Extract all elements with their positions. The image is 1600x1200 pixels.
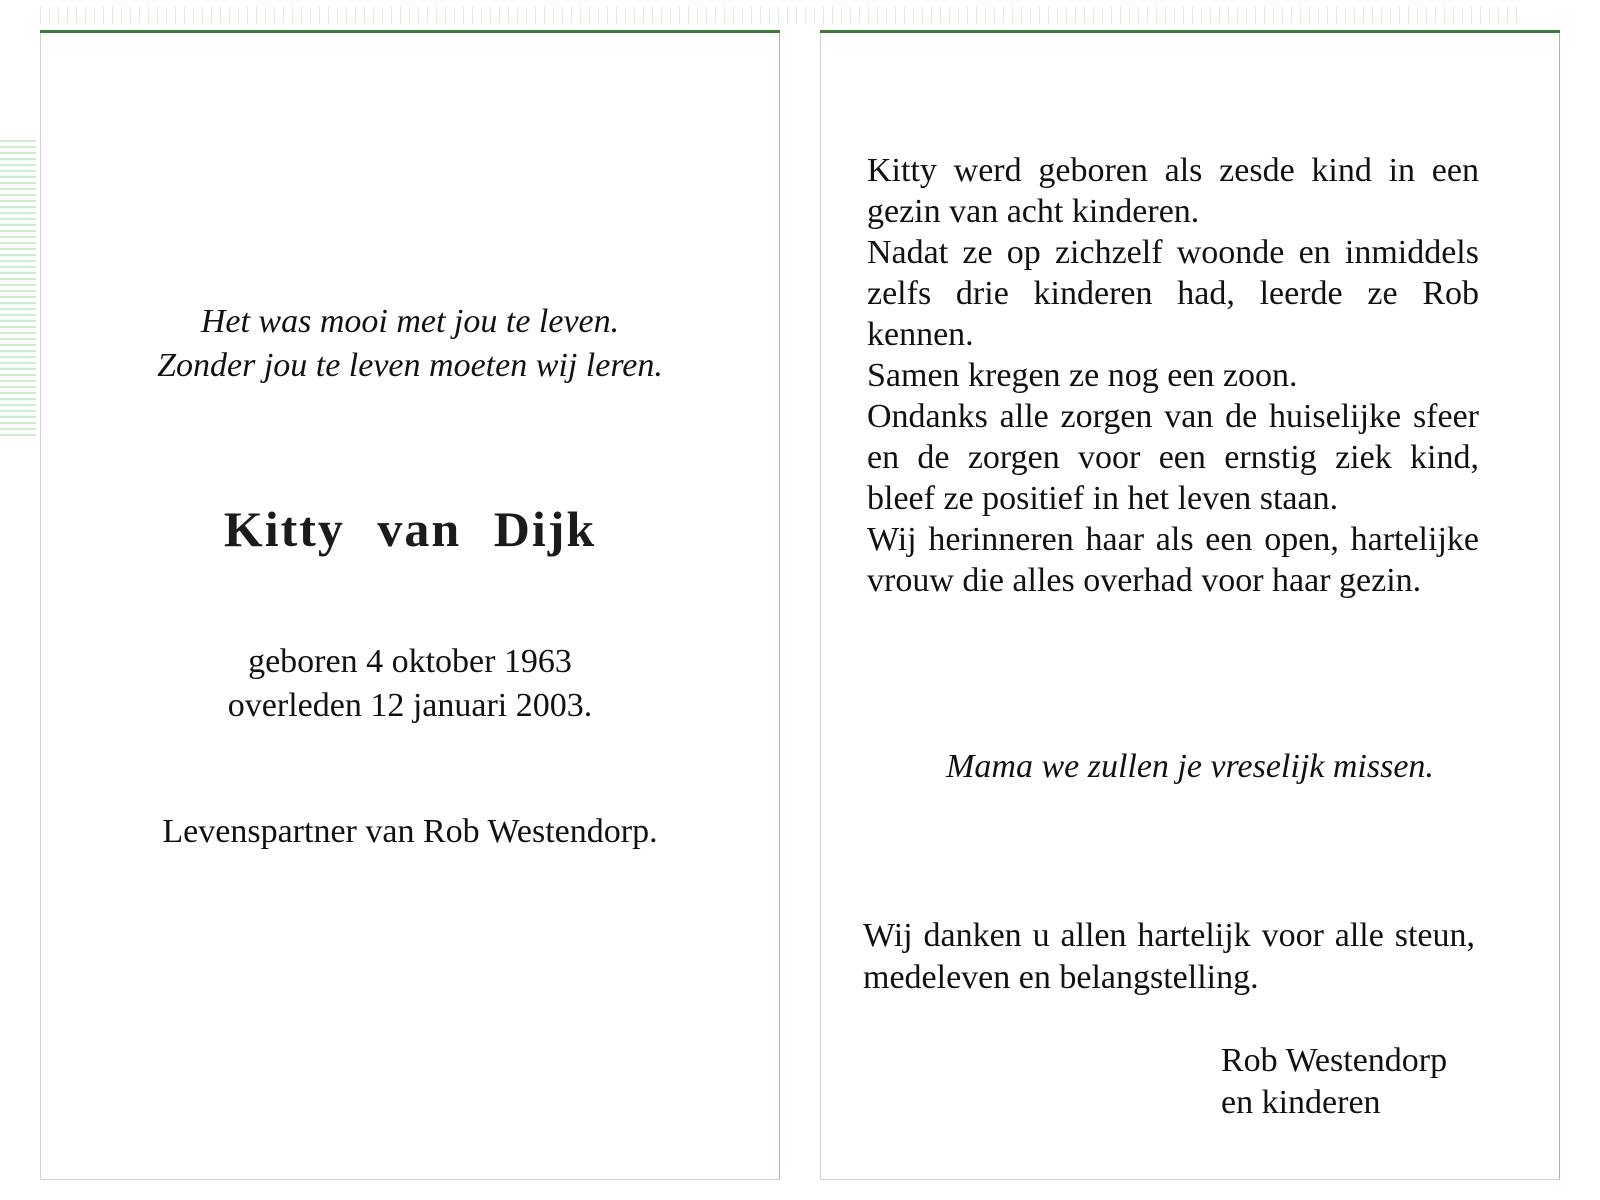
motto-line: Het was mooi met jou te leven. — [200, 303, 620, 340]
birth-date: geboren 4 oktober 1963 — [248, 643, 572, 680]
bio-paragraph: Wij herinneren haar als een open, hartelijke vrouw die alles overhad voor haar gezin. — [867, 521, 1479, 599]
bio-paragraph: Nadat ze op zichzelf woonde en inmiddels zelfs drie kinderen had, leerde ze Rob kennen. — [867, 234, 1479, 353]
farewell-line: Mama we zullen je vreselijk missen. — [946, 748, 1434, 785]
right-card — [820, 30, 1560, 1180]
death-date: overleden 12 januari 2003. — [227, 687, 593, 724]
bio-paragraph: Kitty werd geboren als zesde kind in een gezin van acht kinderen. — [867, 152, 1479, 230]
life-dates — [41, 640, 779, 728]
motto-line: Zonder jou te leven moeten wij leren. — [157, 347, 663, 384]
biography — [867, 150, 1479, 601]
thanks-paragraph: Wij danken u allen hartelijk voor alle steun, medeleven en belangstelling. — [863, 917, 1475, 996]
signature-name: Rob Westendorp — [1221, 1042, 1448, 1079]
scan-top-speckle — [40, 6, 1520, 24]
scan-edge-speckle — [0, 140, 36, 440]
deceased-name: Kitty van Dijk — [223, 501, 597, 557]
left-card — [40, 30, 780, 1180]
partner-line: Levenspartner van Rob Westendorp. — [162, 813, 658, 850]
signature-family: en kinderen — [1221, 1084, 1381, 1121]
motto — [41, 300, 779, 388]
bio-paragraph: Ondanks alle zorgen van de huiselijke sfeer en de zorgen voor een ernstig ziek kind, bleef ze positief in het leven staan. — [867, 398, 1479, 517]
signature — [1221, 1040, 1521, 1124]
thanks-text — [863, 915, 1475, 999]
bio-paragraph: Samen kregen ze nog een zoon. — [867, 357, 1298, 394]
